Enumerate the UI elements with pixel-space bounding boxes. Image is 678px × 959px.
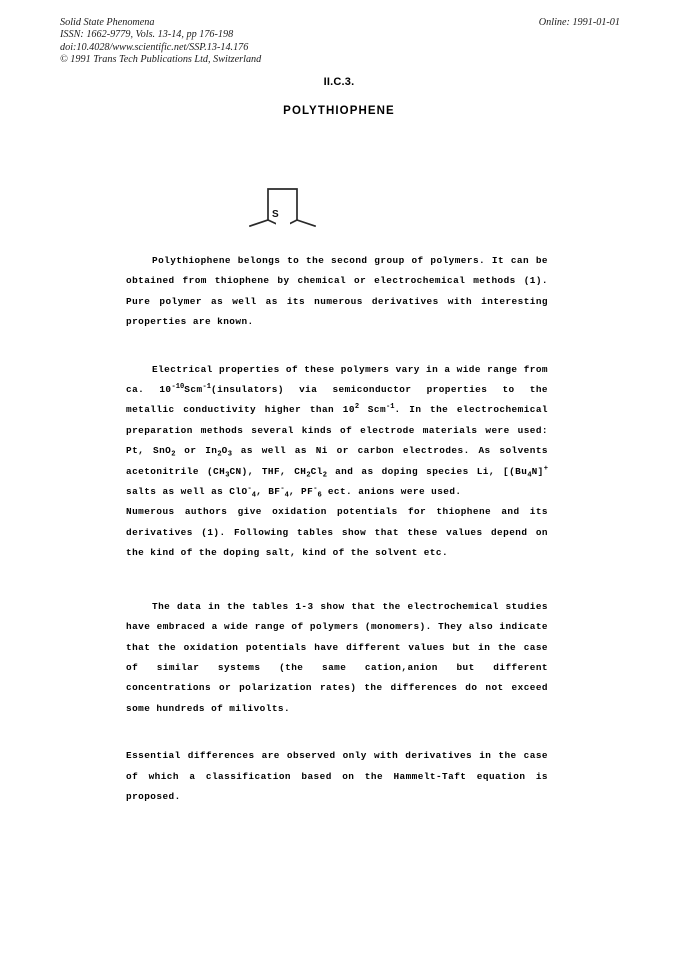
p2-sup-8: - — [313, 485, 318, 494]
p2-sup-6: - — [247, 485, 252, 494]
p2-seg-m: salts as well as ClO — [126, 486, 248, 498]
thiophene-ring-figure — [241, 176, 351, 238]
document-body — [126, 251, 548, 807]
paragraph-5: Essential differences are observed only with derivatives in the case of which a classification based on the Hammelt-Taft equation is proposed. — [126, 750, 548, 802]
paragraph-spacer — [126, 333, 548, 360]
thiophene-ring-icon — [241, 176, 351, 238]
p2-sub-2: 2 — [217, 450, 222, 459]
p2-seg-h: as well as Ni or carbon electrodes. As solvents acetonitrile (CH — [126, 445, 548, 477]
p2-sup-4: -1 — [386, 403, 395, 412]
p2-seg-a: Electrical properties of these polymers vary in a wide range from ca. 10 — [126, 363, 548, 396]
p2-sub-10: 6 — [317, 491, 322, 500]
p2-seg-k: and as doping species Li, [(Bu — [327, 465, 528, 477]
online-date: Online: 1991-01-01 — [538, 17, 620, 28]
paragraph-1: Polythiophene belongs to the second group of polymers. It can be obtained from thiophene by chemical or electrochemical methods (1). Pure polymer as well as its numerous derivatives with interesting properties are known. — [126, 255, 548, 328]
paragraph-4: The data in the tables 1-3 show that the electrochemical studies have embraced a wide range of polymers (monomers). They also indicate that the oxidation potentials have different values but in the case of similar systems (the same cation,anion but different concentrations or polarization rates) the differences do not exceed some hundreds of milivolts. — [126, 600, 548, 714]
publisher-header — [60, 17, 620, 67]
paragraph-2 — [126, 360, 548, 503]
sulfur-atom-label: S — [272, 209, 279, 220]
paragraph-spacer — [126, 564, 548, 597]
p2-sub-5: 2 — [306, 471, 311, 480]
p2-seg-o: , PF — [288, 486, 314, 498]
p2-sup-3: 2 — [354, 403, 360, 412]
p2-seg-b: Scm — [184, 384, 203, 396]
issn-volume-pages: ISSN: 1662-9779, Vols. 13-14, pp 176-198 — [60, 29, 234, 41]
p2-seg-p: ect. anions were used. — [321, 486, 462, 498]
p2-seg-j: Cl — [310, 465, 323, 477]
p2-sup-1: -10 — [171, 383, 185, 392]
p2-seg-n: , BF — [256, 486, 281, 498]
p2-sub-1: 2 — [171, 450, 176, 459]
p2-sub-8: 4 — [251, 491, 257, 500]
p2-seg-i: CN), THF, CH — [229, 465, 307, 477]
p2-sub-3: 3 — [227, 450, 232, 459]
p2-seg-c: (insulators) via semiconductor properties to the metallic conductivity higher than 10 — [126, 384, 548, 416]
publisher-header-right — [420, 17, 620, 29]
p2-seg-l: N] — [531, 465, 544, 477]
p2-seg-d: Scm — [359, 404, 387, 416]
journal-name: Solid State Phenomena — [60, 17, 155, 28]
copyright-line: © 1991 Trans Tech Publications Ltd, Switzerland — [60, 54, 262, 66]
p2-sub-4: 3 — [225, 471, 230, 480]
section-number: II.C.3. — [323, 76, 355, 88]
p2-sub-6: 2 — [322, 471, 328, 480]
paragraph-spacer — [126, 719, 548, 746]
p2-sup-5: + — [543, 464, 548, 473]
paragraph-3: Numerous authors give oxidation potentials for thiophene and its derivatives (1). Following tables show that these values depend on the kind of the doping salt, kind of the solvent etc. — [126, 506, 548, 559]
doi-line: doi:10.4028/www.scientific.net/SSP.13-14.176 — [60, 41, 249, 53]
publisher-header-left — [60, 17, 390, 67]
p2-sup-2: -1 — [202, 383, 212, 392]
page-title: POLYTHIOPHENE — [283, 105, 395, 117]
p2-sup-7: - — [280, 485, 285, 494]
p2-seg-e: . In the electrochemical preparation methods several kinds of electrode materials were used: Pt, SnO — [126, 404, 548, 457]
p2-seg-f: or In — [175, 445, 218, 457]
p2-seg-g: O — [221, 445, 228, 457]
p2-sub-9: 4 — [284, 491, 289, 500]
p2-sub-7: 4 — [527, 471, 532, 480]
